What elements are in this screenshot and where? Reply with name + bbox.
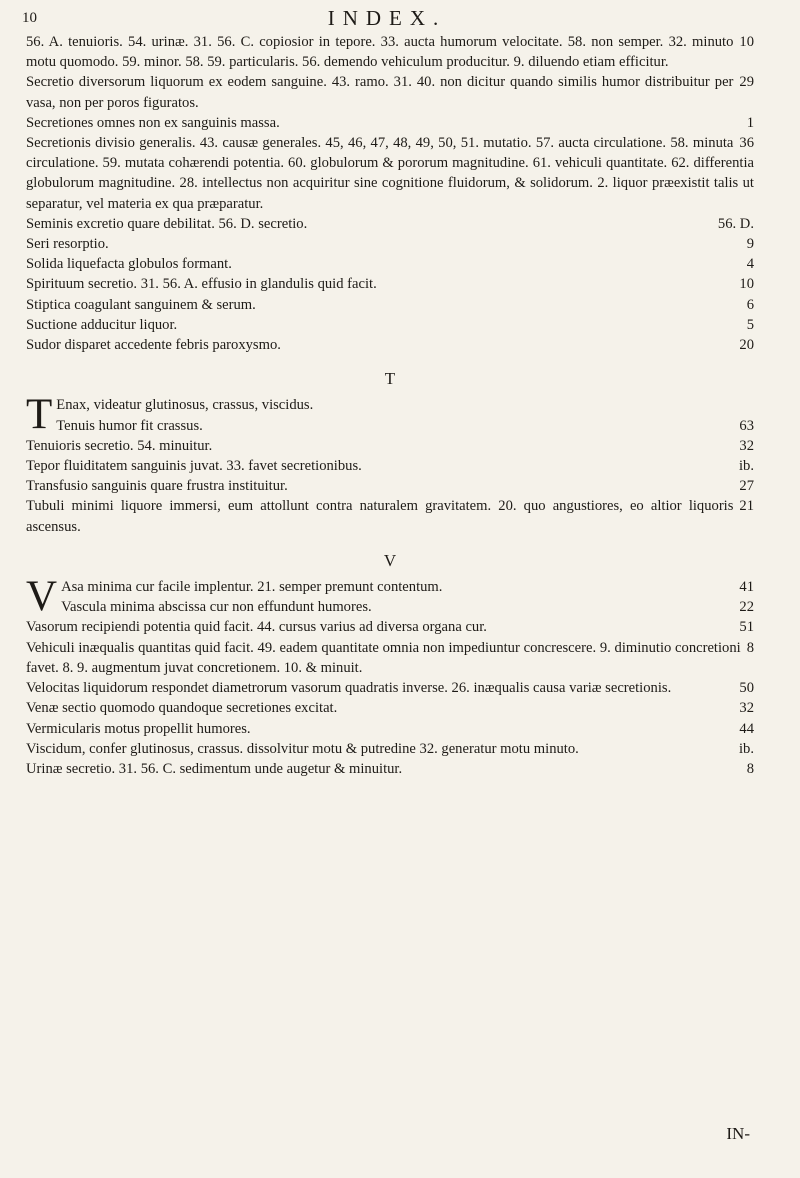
index-entry <box>26 638 754 678</box>
entry-text: Seri resorptio. <box>26 236 109 253</box>
entry-text: Secretiones omnes non ex sanguinis massa. <box>26 114 280 131</box>
entry-text: Suctione adducitur liquor. <box>26 316 178 333</box>
entry-page-ref: 21 <box>739 498 754 515</box>
entry-page-ref: 29 <box>739 74 754 91</box>
entry-text: Vermicularis motus propellit humores. <box>26 720 251 737</box>
entry-page-ref: 50 <box>739 680 754 697</box>
index-entry <box>26 234 754 254</box>
entry-page-ref: 20 <box>739 337 754 354</box>
entry-text: Spirituum secretio. 31. 56. A. effusio in glandulis quid facit. <box>26 276 377 293</box>
entry-text: Venæ sectio quomodo quandoque secretiones excitat. <box>26 700 338 717</box>
entry-text: Sudor disparet accedente febris paroxysmo. <box>26 337 281 354</box>
entry-page-ref: 9 <box>746 236 754 253</box>
entry-text: Solida liquefacta globulos formant. <box>26 256 232 273</box>
entry-text: Vascula minima abscissa cur non effundunt humores. <box>61 599 372 616</box>
entry-page-ref: 44 <box>739 720 754 737</box>
entry-text: Tenuioris secretio. 54. minuitur. <box>26 437 213 454</box>
index-entry <box>26 254 754 274</box>
page-number: 10 <box>22 10 37 26</box>
entry-page-ref: 10 <box>739 276 754 293</box>
index-entry <box>26 214 754 234</box>
entry-page-ref: 63 <box>739 417 754 434</box>
entry-text: Tubuli minimi liquore immersi, eum attollunt contra naturalem gravitatem. 20. quo angustiores, eo altior liquoris ascensus. <box>26 498 734 535</box>
entry-page-ref: 56. D. <box>717 215 754 232</box>
index-entry <box>26 335 754 355</box>
entry-page-ref: 41 <box>739 579 754 596</box>
entry-page-ref: 36 <box>739 135 754 152</box>
entry-page-ref: 51 <box>739 619 754 636</box>
entry-text: 56. A. tenuioris. 54. urinæ. 31. 56. C. copiosior in tepore. 33. aucta humorum velocitate. 58. non semper. 32. minuto motu quomodo. 59. minor. 58. 59. particularis. 56. demendo vehiculum producitur. 9. diluendo etiam efficitur. <box>26 34 734 71</box>
index-entry <box>26 32 754 72</box>
page-header <box>22 6 752 28</box>
entries-top <box>26 32 754 355</box>
entry-text: Secretio diversorum liquorum ex eodem sanguine. 43. ramo. 31. 40. non dicitur quando similis humor distribuitur per vasa, non per poros figuratos. <box>26 74 734 111</box>
entry-page-ref: 27 <box>739 478 754 495</box>
index-entry <box>26 476 754 496</box>
entry-page-ref: 6 <box>746 296 754 313</box>
index-entry <box>26 416 754 436</box>
running-head: INDEX. <box>327 6 447 30</box>
index-entry <box>26 133 754 214</box>
entry-page-ref: 10 <box>739 34 754 50</box>
index-entry <box>26 496 754 536</box>
drop-cap: V <box>26 573 58 621</box>
entry-text: Vehiculi inæqualis quantitas quid facit. 49. eadem quantitate omnia non impediuntur concrescere. 9. diminutio concretioni favet. 8. 9. augmentum juvat concretionem. 10. & minuit. <box>26 639 741 676</box>
entry-page-ref: ib. <box>739 740 754 757</box>
entry-page-ref: 22 <box>739 599 754 616</box>
entry-page-ref: 8 <box>746 639 754 656</box>
entry-page-ref: 32 <box>739 437 754 454</box>
index-content <box>26 32 754 779</box>
entry-text: Tenuis humor fit crassus. <box>56 417 203 434</box>
section-letter-t: T <box>384 369 396 389</box>
entry-text: Velocitas liquidorum respondet diametrorum vasorum quadratis inverse. 26. inæqualis causa variæ secretionis. <box>26 680 672 697</box>
entry-text: Seminis excretio quare debilitat. 56. D. secretio. <box>26 215 308 232</box>
index-entry <box>26 72 754 112</box>
entries-t <box>26 391 754 536</box>
index-entry <box>26 759 754 779</box>
entry-page-ref: 8 <box>746 760 754 777</box>
index-entry <box>26 436 754 456</box>
index-entry <box>26 617 754 637</box>
index-entry <box>26 678 754 698</box>
index-entry <box>26 295 754 315</box>
entry-text: Vasorum recipiendi potentia quid facit. 44. cursus varius ad diversa organa cur. <box>26 619 487 636</box>
index-entry <box>26 719 754 739</box>
drop-cap: T <box>26 391 53 439</box>
entries-v <box>26 573 754 779</box>
entry-page-ref: 1 <box>746 114 754 131</box>
entry-text: Viscidum, confer glutinosus, crassus. dissolvitur motu & putredine 32. generatur motu minuto. <box>26 740 579 757</box>
entry-page-ref: ib. <box>739 458 754 475</box>
index-entry <box>26 739 754 759</box>
entry-text: Transfusio sanguinis quare frustra instituitur. <box>26 478 288 495</box>
entry-text: Tepor fluiditatem sanguinis juvat. 33. favet secretionibus. <box>26 458 362 475</box>
index-entry <box>26 698 754 718</box>
index-entry <box>26 597 754 617</box>
entry-page-ref: 5 <box>746 316 754 333</box>
entry-page-ref: 32 <box>739 700 754 717</box>
index-entry <box>26 315 754 335</box>
index-entry <box>26 113 754 133</box>
index-entry <box>26 274 754 294</box>
entry-page-ref: 4 <box>746 256 754 273</box>
catchword: IN- <box>726 1124 750 1143</box>
entry-text: Asa minima cur facile implentur. 21. semper premunt contentum. <box>61 579 443 596</box>
entry-text: Enax, videatur glutinosus, crassus, viscidus. <box>56 397 314 414</box>
entry-text: Secretionis divisio generalis. 43. causæ generales. 45, 46, 47, 48, 49, 50, 51. mutatio. 57. aucta circulatione. 58. minuta circulatione. 59. mutata cohærendi potentia. 60. globulorum & pororum magnitudine. 61. vehiculi quantitate. 62. differentia globulorum magnitudine. 28. intellectus non acquiritur sine cognitione fluidorum, & solidorum. 2. liquor præexistit talis ut separatur, vel materia ex qua præparatur. <box>26 135 754 212</box>
section-letter-v: V <box>383 550 397 570</box>
index-entry <box>26 456 754 476</box>
entry-text: Urinæ secretio. 31. 56. C. sedimentum unde augetur & minuitur. <box>26 760 403 777</box>
entry-text: Stiptica coagulant sanguinem & serum. <box>26 296 256 313</box>
